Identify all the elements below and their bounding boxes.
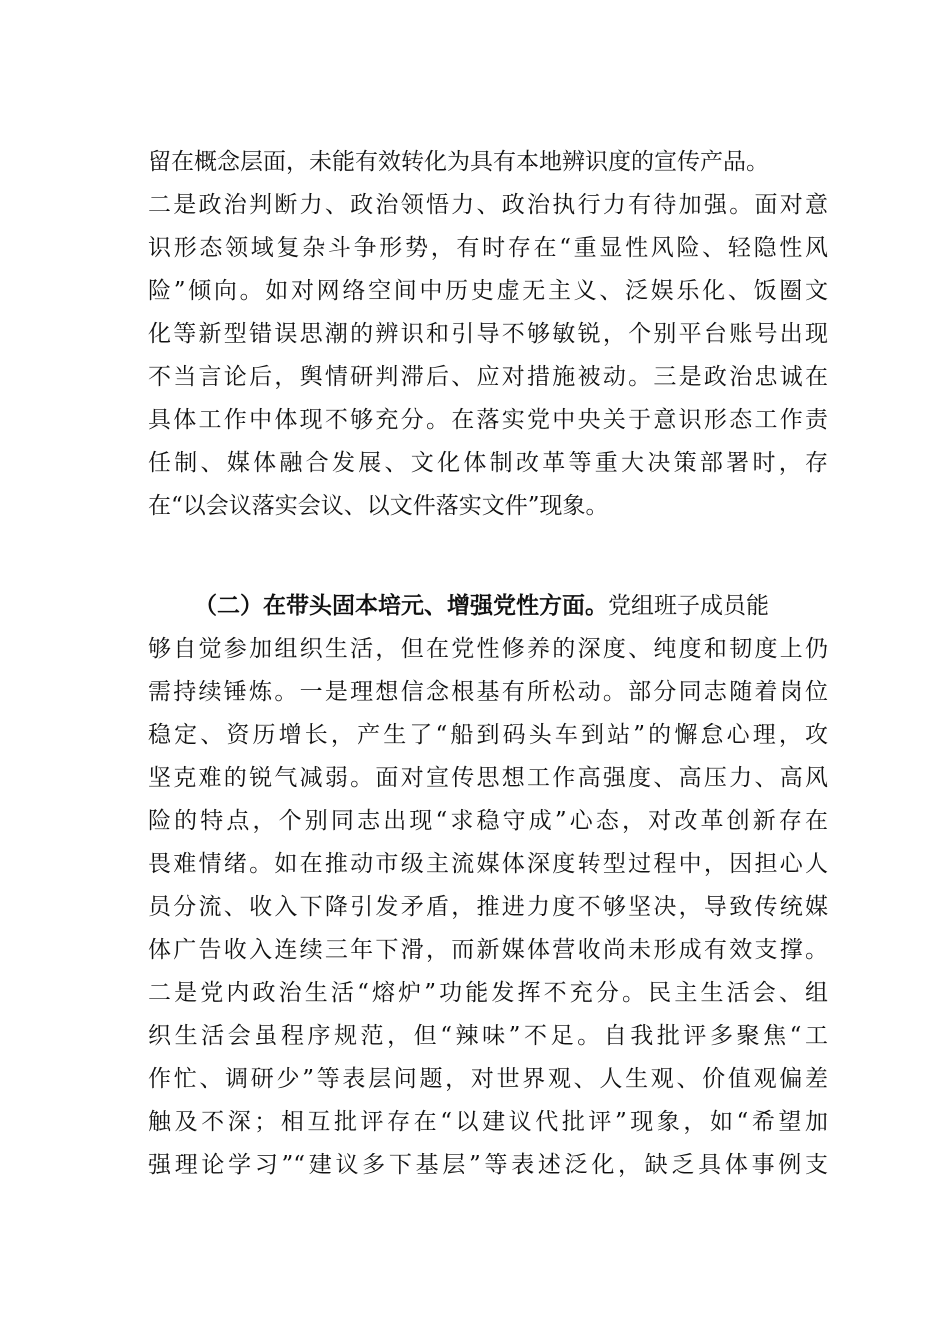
text-line: 留在概念层面，未能有效转化为具有本地辨识度的宣传产品。	[148, 149, 769, 175]
text-line: 在“以会议落实会议、以文件落实文件”现象。	[148, 493, 609, 519]
section-heading-rest: 党组班子成员能	[608, 593, 769, 619]
text-line: 员分流、收入下降引发矛盾，推进力度不够坚决，导致传统媒	[148, 894, 828, 920]
text-line: 强理论学习”“建议多下基层”等表述泛化，缺乏具体事例支	[148, 1152, 828, 1178]
text-line: 需持续锤炼。一是理想信念根基有所松动。部分同志随着岗位	[148, 679, 828, 705]
text-line: 坚克难的锐气减弱。面对宣传思想工作高强度、高压力、高风	[148, 765, 828, 791]
text-line: 任制、媒体融合发展、文化体制改革等重大决策部署时，存	[148, 450, 828, 476]
text-line: 稳定、资历增长，产生了“船到码头车到站”的懈怠心理，攻	[148, 722, 828, 748]
text-line: 触及不深；相互批评存在“以建议代批评”现象，如“希望加	[148, 1109, 828, 1135]
text-line: 畏难情绪。如在推动市级主流媒体深度转型过程中，因担心人	[148, 851, 828, 877]
text-line: 化等新型错误思潮的辨识和引导不够敏锐，个别平台账号出现	[148, 321, 828, 347]
text-line: 体广告收入连续三年下滑，而新媒体营收尚未形成有效支撑。	[148, 937, 828, 963]
section-heading: （二）在带头固本培元、增强党性方面。	[194, 592, 608, 619]
text-line: 作忙、调研少”等表层问题，对世界观、人生观、价值观偏差	[148, 1066, 828, 1092]
text-line: 险的特点，个别同志出现“求稳守成”心态，对改革创新存在	[148, 808, 828, 834]
text-line: 二是政治判断力、政治领悟力、政治执行力有待加强。面对意	[148, 192, 828, 218]
text-line: 够自觉参加组织生活，但在党性修养的深度、纯度和韧度上仍	[148, 636, 828, 662]
text-line: 不当言论后，舆情研判滞后、应对措施被动。三是政治忠诚在	[148, 364, 828, 390]
text-line: 识形态领域复杂斗争形势，有时存在“重显性风险、轻隐性风	[148, 235, 828, 261]
text-line: 织生活会虽程序规范，但“辣味”不足。自我批评多聚焦“工	[148, 1023, 828, 1049]
text-line: 具体工作中体现不够充分。在落实党中央关于意识形态工作责	[148, 407, 828, 433]
text-line: 二是党内政治生活“熔炉”功能发挥不充分。民主生活会、组	[148, 980, 828, 1006]
text-line: 险”倾向。如对网络空间中历史虚无主义、泛娱乐化、饭圈文	[148, 278, 828, 304]
